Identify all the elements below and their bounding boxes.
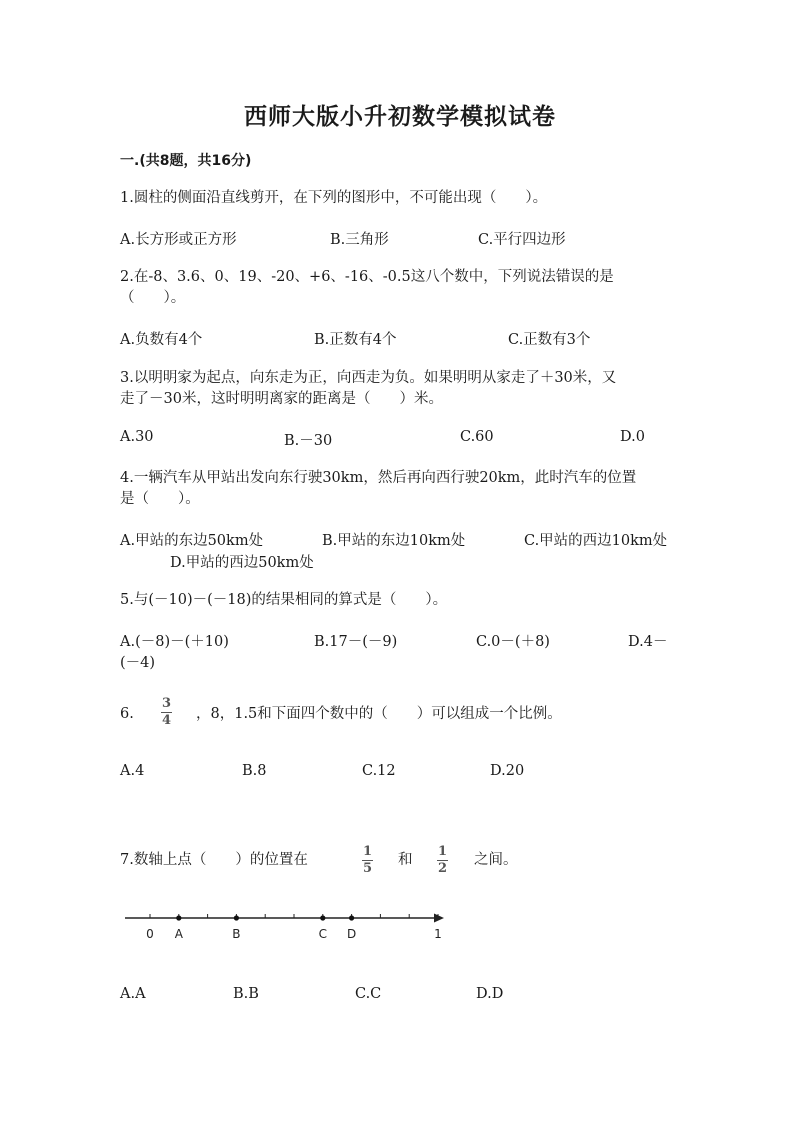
option-b[interactable]: B.17－(－9) xyxy=(314,634,398,650)
question-text-part2: 之间。 xyxy=(474,852,518,868)
number-line-point-label: D xyxy=(346,927,357,941)
option-a[interactable]: A.负数有4个 xyxy=(120,332,203,348)
number-line-point-c xyxy=(320,915,325,920)
option-d-continued: (－4) xyxy=(120,655,156,671)
option-a[interactable]: A.长方形或正方形 xyxy=(120,232,237,248)
option-c[interactable]: C.平行四边形 xyxy=(478,232,566,248)
page-title: 西师大版小升初数学模拟试卷 xyxy=(244,103,556,130)
option-a[interactable]: A.甲站的东边50km处 xyxy=(120,533,264,549)
question-text-part1: 7.数轴上点（ ）的位置在 xyxy=(120,852,308,868)
number-line-tick-label: 0 xyxy=(146,927,154,941)
fraction-denominator: 5 xyxy=(362,861,373,876)
question-text-line2: （ ）。 xyxy=(120,290,186,306)
question-text-and: 和 xyxy=(398,852,413,868)
fraction-numerator: 1 xyxy=(362,844,373,859)
question-number: 6. xyxy=(120,706,134,722)
option-c[interactable]: C.正数有3个 xyxy=(508,332,591,348)
question-text: ，8，1.5和下面四个数中的（ ）可以组成一个比例。 xyxy=(196,706,562,722)
fraction-one-fifth xyxy=(362,845,373,876)
question-text: 1.圆柱的侧面沿直线剪开，在下列的图形中，不可能出现（ ）。 xyxy=(120,190,548,206)
option-c[interactable]: C.C xyxy=(355,986,382,1002)
question-text-line1: 2.在-8、3.6、0、19、-20、+6、-16、-0.5这八个数中，下列说法错误的是 xyxy=(120,269,614,285)
fraction-numerator: 3 xyxy=(161,696,172,711)
option-c[interactable]: C.12 xyxy=(362,763,396,779)
fraction-denominator: 2 xyxy=(437,861,448,876)
option-b[interactable]: B.三角形 xyxy=(330,232,389,248)
option-d[interactable]: D.4－ xyxy=(628,634,668,650)
question-text-line2: 是（ ）。 xyxy=(120,491,200,507)
option-b[interactable]: B.正数有4个 xyxy=(314,332,397,348)
number-line-point-label: A xyxy=(174,927,183,941)
option-d[interactable]: D.0 xyxy=(620,429,645,445)
question-text-line1: 4.一辆汽车从甲站出发向东行驶30km，然后再向西行驶20km，此时汽车的位置 xyxy=(120,470,637,486)
number-line xyxy=(110,900,460,950)
option-d[interactable]: D.20 xyxy=(490,763,525,779)
number-line-point-label: C xyxy=(318,927,327,941)
option-c[interactable]: C.60 xyxy=(460,429,494,445)
option-c[interactable]: C.甲站的西边10km处 xyxy=(524,533,668,549)
number-line-point-label: B xyxy=(232,927,241,941)
option-c[interactable]: C.0－(＋8) xyxy=(476,634,550,650)
fraction-one-half xyxy=(437,845,448,876)
option-a[interactable]: A.30 xyxy=(120,429,154,445)
option-a[interactable]: A.A xyxy=(120,986,146,1002)
option-a[interactable]: A.4 xyxy=(120,763,145,779)
number-line-arrow xyxy=(434,914,444,923)
number-line-point-a xyxy=(176,915,181,920)
number-line-tick-label: 1 xyxy=(434,927,442,941)
question-text-line1: 3.以明明家为起点，向东走为正，向西走为负。如果明明从家走了＋30米，又 xyxy=(120,370,617,386)
number-line-point-b xyxy=(234,915,239,920)
fraction-three-quarters xyxy=(161,697,172,728)
option-a[interactable]: A.(－8)－(＋10) xyxy=(120,634,229,650)
section-heading: 一.(共8题，共16分) xyxy=(120,153,252,169)
option-b[interactable]: B.8 xyxy=(242,763,267,779)
option-b[interactable]: B.甲站的东边10km处 xyxy=(322,533,466,549)
option-b[interactable]: B.－30 xyxy=(284,433,333,449)
question-text: 5.与(－10)－(－18)的结果相同的算式是（ ）。 xyxy=(120,592,448,608)
fraction-numerator: 1 xyxy=(437,844,448,859)
fraction-denominator: 4 xyxy=(161,713,172,728)
option-d[interactable]: D.甲站的西边50km处 xyxy=(170,555,314,571)
number-line-point-d xyxy=(349,915,354,920)
option-d[interactable]: D.D xyxy=(476,986,504,1002)
option-b[interactable]: B.B xyxy=(233,986,259,1002)
question-text-line2: 走了－30米，这时明明离家的距离是（ ）米。 xyxy=(120,391,443,407)
